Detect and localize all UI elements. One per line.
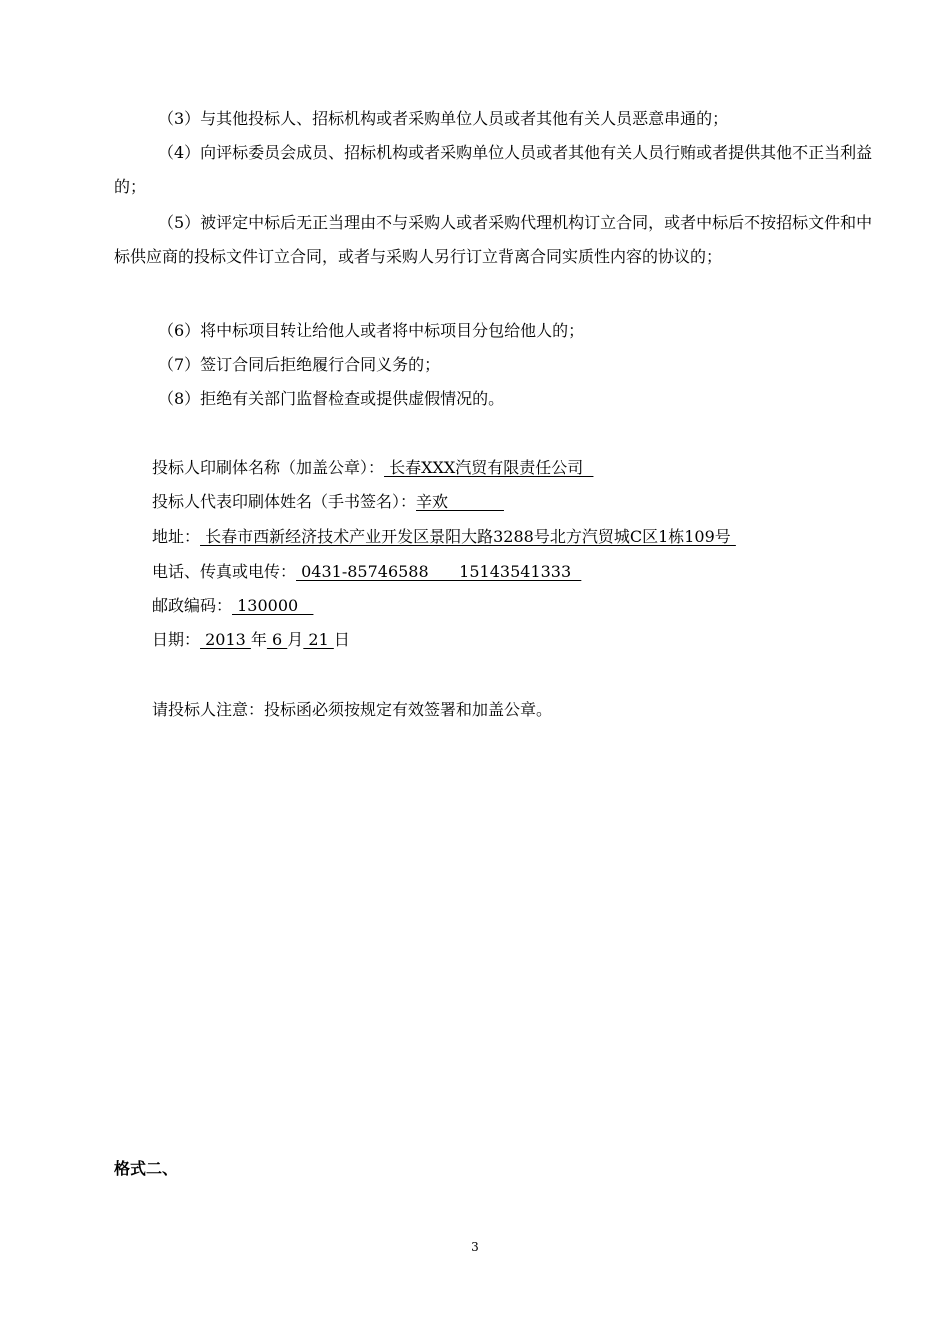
address-label: 地址： [152,527,201,546]
list-item-3: （3）与其他投标人、招标机构或者采购单位人员或者其他有关人员恶意串通的； [158,109,729,128]
date-day-unit: 日 [333,630,350,649]
address-value: 长春市西新经济技术产业开发区景阳大路3288号北方汽贸城C区1栋109号 [200,527,736,546]
postcode-value: 130000 [232,596,314,615]
list-item-8: （8）拒绝有关部门监督检查或提供虚假情况的。 [158,389,505,408]
list-item-4: （4）向评标委员会成员、招标机构或者采购单位人员或者其他有关人员行贿或者提供其他不正当利益的； [114,143,873,196]
date-day: 21 [303,630,334,649]
representative-label: 投标人代表印刷体姓名（手书签名）： [152,492,417,511]
phone-value: 0431-85746588 15143541333 [296,562,582,581]
postcode-label: 邮政编码： [152,596,233,615]
list-item-6: （6）将中标项目转让给他人或者将中标项目分包给他人的； [158,321,585,340]
date-month-unit: 月 [287,630,304,649]
bidder-name-label: 投标人印刷体名称（加盖公章）： [152,458,385,477]
representative-line [152,491,504,513]
section-heading: 格式二、 [114,1159,179,1178]
signing-notice: 请投标人注意：投标函必须按规定有效签署和加盖公章。 [152,700,553,719]
date-label: 日期： [152,630,201,649]
bidder-name-line [152,457,593,479]
address-line [152,526,736,548]
phone-label: 电话、传真或电传： [152,562,297,581]
date-year-unit: 年 [250,630,267,649]
postcode-line [152,595,313,617]
date-year: 2013 [200,630,251,649]
list-item-7: （7）签订合同后拒绝履行合同义务的； [158,355,441,374]
page-number: 3 [471,1240,479,1254]
date-month: 6 [266,630,288,649]
bidder-name-value: 长春XXX汽贸有限责任公司 [384,458,594,477]
representative-value: 辛欢 [416,492,504,511]
phone-line [152,561,581,583]
list-item-5: （5）被评定中标后无正当理由不与采购人或者采购代理机构订立合同，或者中标后不按招标文件和中标供应商的投标文件订立合同，或者与采购人另行订立背离合同实质性内容的协议的； [114,213,873,266]
date-line [152,629,350,651]
